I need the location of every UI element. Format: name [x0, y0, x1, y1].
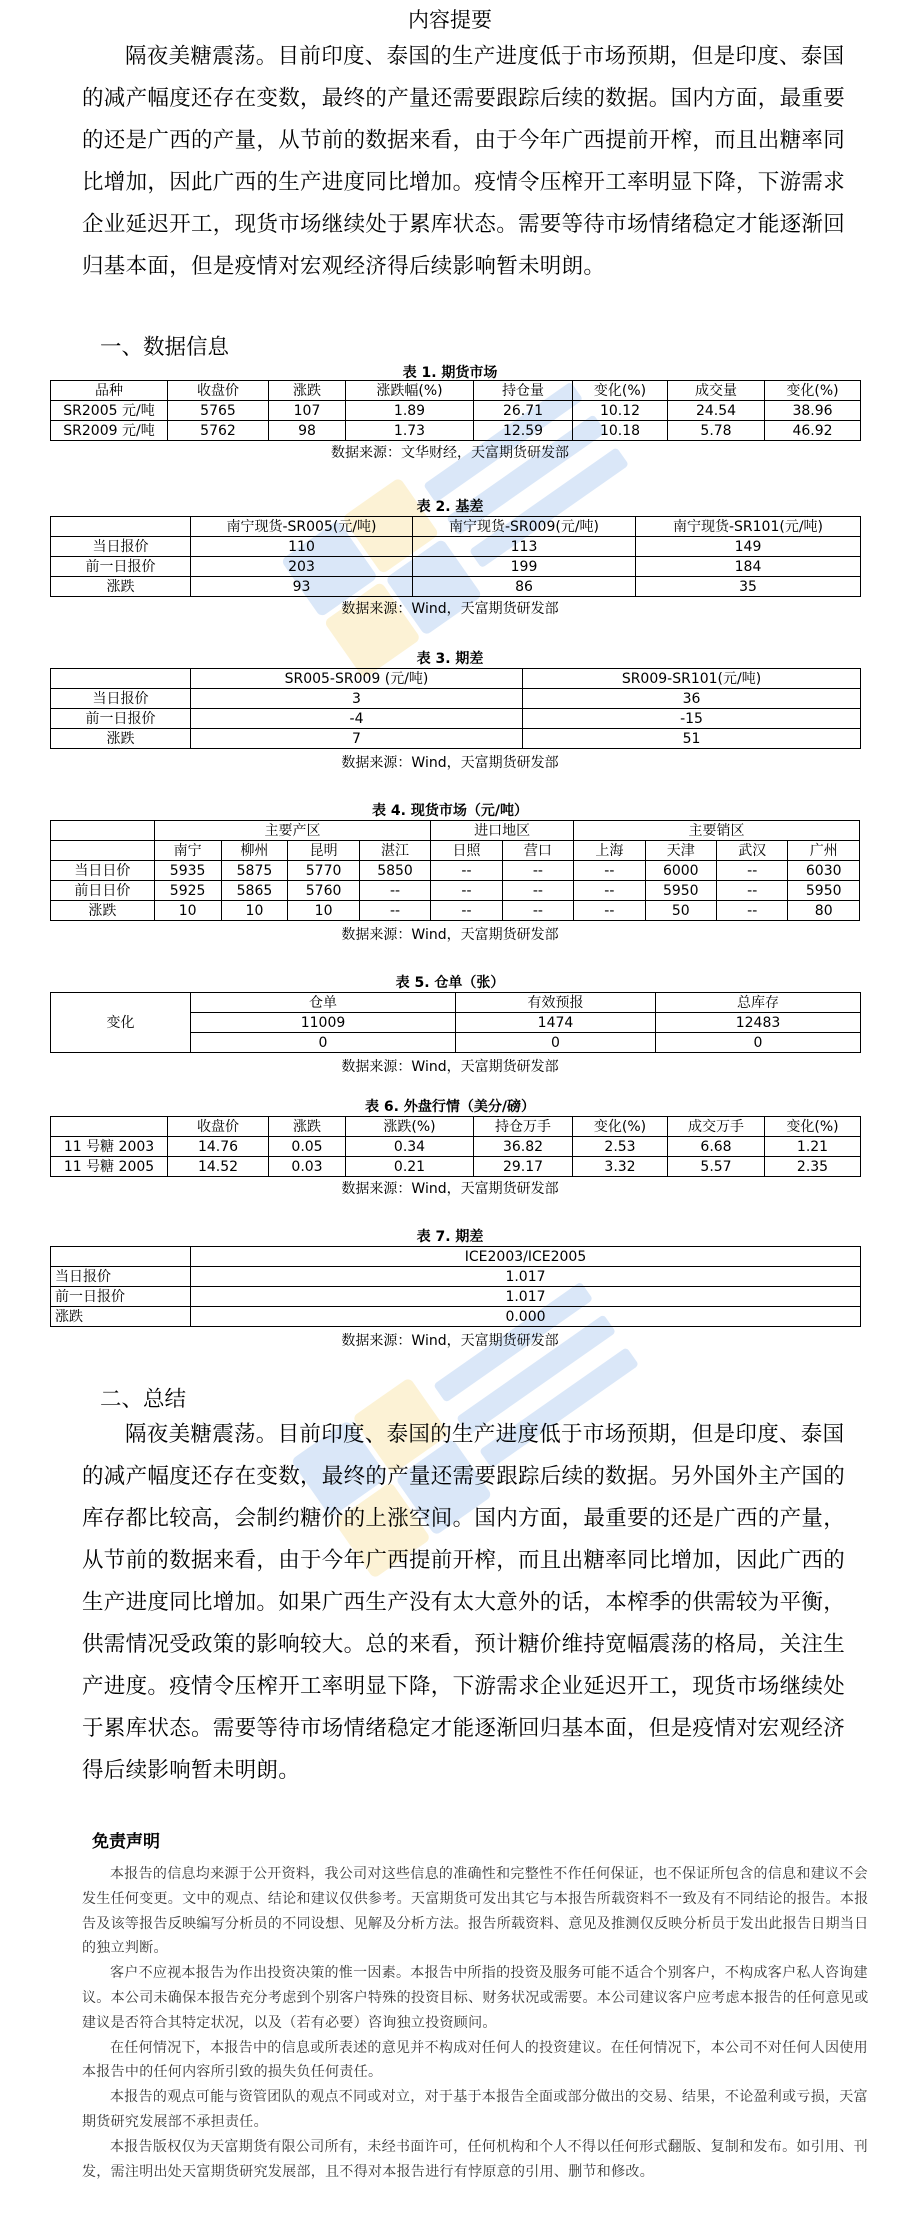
table-cell: 6.68 — [668, 1137, 765, 1157]
table-header-row — [51, 841, 860, 861]
table-cell: 50 — [645, 901, 716, 921]
table-cell: 5850 — [359, 861, 430, 881]
table-cell: 5935 — [154, 861, 221, 881]
table-header: 上海 — [574, 841, 645, 861]
table-header: 收盘价 — [168, 1117, 269, 1137]
table6-caption: 表 6. 外盘行情（美分/磅） — [365, 1099, 535, 1115]
table-cell: 38.96 — [765, 401, 861, 421]
table-cell: 26.71 — [474, 401, 573, 421]
table-cell: 前一日报价 — [51, 709, 191, 729]
table-row — [51, 557, 861, 577]
table-cell: 0.34 — [346, 1137, 474, 1157]
table-cell: -- — [574, 901, 645, 921]
table-header: 持仓万手 — [474, 1117, 573, 1137]
table-header-row — [51, 381, 861, 401]
table-cell: 10 — [154, 901, 221, 921]
table1-caption: 表 1. 期货市场 — [402, 365, 498, 381]
table-header: 有效预报 — [456, 993, 656, 1013]
section-summary-heading: 二、总结 — [100, 1387, 187, 1412]
table-header-row — [51, 821, 860, 841]
table-header: 涨跌(%) — [346, 1117, 474, 1137]
table-cell: 11 号糖 2005 — [51, 1157, 168, 1177]
table-cell: -15 — [523, 709, 861, 729]
table-cell: 1.21 — [765, 1137, 861, 1157]
table-cell: 10 — [288, 901, 359, 921]
table-header: 南宁现货-SR101(元/吨) — [636, 517, 861, 537]
futures-market-table — [50, 380, 861, 441]
warehouse-receipt-table — [50, 992, 861, 1053]
table-cell: 14.76 — [168, 1137, 269, 1157]
table-cell: -- — [359, 901, 430, 921]
table-row — [51, 709, 861, 729]
table-header-row — [51, 517, 861, 537]
table-cell: 5765 — [168, 401, 269, 421]
table-cell: -- — [359, 881, 430, 901]
table-row — [51, 1267, 861, 1287]
table7-caption: 表 7. 期差 — [416, 1229, 484, 1245]
spot-market-table — [50, 820, 860, 921]
conclusion-paragraph: 隔夜美糖震荡。目前印度、泰国的生产进度低于市场预期，但是印度、泰国的减产幅度还存在变数，最终的产量还需要跟踪后续的数据。另外国外主产国的库存都比较高，会制约糖价的上涨空间。国内方面，最重要的还是广西的产量，从节前的数据来看，由于今年广西提前开榨，而且出糖率同比增加，因此广西的生产进度同比增加。如果广西生产没有太大意外的话，本榨季的供需较为平衡，供需情况受政策的影响较大。总的来看，预计糖价维持宽幅震荡的格局，关注生产进度。疫情令压榨开工率明显下降，下游需求企业延迟开工，现货市场继续处于累库状态。需要等待市场情绪稳定才能逐渐回归基本面，但是疫情对宏观经济得后续影响暂未明朗。 — [82, 1422, 846, 1783]
table-cell: -4 — [191, 709, 523, 729]
table-header-row — [51, 669, 861, 689]
table-header: 南宁现货-SR005(元/吨) — [191, 517, 413, 537]
table7-source: 数据来源：Wind，天富期货研发部 — [341, 1333, 559, 1349]
spread-table — [50, 668, 861, 749]
table-cell: 当日报价 — [51, 689, 191, 709]
table-cell: 10.18 — [573, 421, 668, 441]
table-cell: 3 — [191, 689, 523, 709]
table-header: 南宁 — [154, 841, 221, 861]
table-cell: 5865 — [221, 881, 288, 901]
table-cell: 14.52 — [168, 1157, 269, 1177]
table-header: ICE2003/ICE2005 — [191, 1247, 861, 1267]
table-header-row — [51, 1247, 861, 1267]
table-cell: 5925 — [154, 881, 221, 901]
table-cell: 5770 — [288, 861, 359, 881]
table-header-row — [51, 993, 861, 1013]
table-cell: 1.017 — [191, 1267, 861, 1287]
table-cell: -- — [574, 861, 645, 881]
table-header — [51, 1117, 168, 1137]
table-row-label: 变化 — [51, 993, 191, 1053]
table-cell: 11009 — [191, 1013, 456, 1033]
table-cell: -- — [716, 881, 787, 901]
table-header: 天津 — [645, 841, 716, 861]
summary-paragraph: 隔夜美糖震荡。目前印度、泰国的生产进度低于市场预期，但是印度、泰国的减产幅度还存在变数，最终的产量还需要跟踪后续的数据。国内方面，最重要的还是广西的产量，从节前的数据来看，由于今年广西提前开榨，而且出糖率同比增加，因此广西的生产进度同比增加。疫情令压榨开工率明显下降，下游需求企业延迟开工，现货市场继续处于累库状态。需要等待市场情绪稳定才能逐渐回归基本面，但是疫情对宏观经济得后续影响暂未明朗。 — [82, 44, 846, 279]
table1-source: 数据来源：文华财经，天富期货研发部 — [331, 445, 569, 461]
table-row — [51, 1157, 861, 1177]
table-cell: 5.78 — [668, 421, 765, 441]
table-row — [51, 689, 861, 709]
table-cell: 11 号糖 2003 — [51, 1137, 168, 1157]
table-row — [51, 577, 861, 597]
table-cell: 51 — [523, 729, 861, 749]
table-cell: 前日日价 — [51, 881, 155, 901]
disclaimer-paragraph: 在任何情况下，本报告中的信息或所表述的意见并不构成对任何人的投资建议。在任何情况下，本公司不对任何人因使用本报告中的任何内容所引致的损失负任何责任。 — [82, 2039, 868, 2081]
table5-source: 数据来源：Wind，天富期货研发部 — [341, 1059, 559, 1075]
table-cell: 10.12 — [573, 401, 668, 421]
table-cell: 0.21 — [346, 1157, 474, 1177]
table-cell: 24.54 — [668, 401, 765, 421]
table-header: 昆明 — [288, 841, 359, 861]
table-cell: 36 — [523, 689, 861, 709]
table-cell: 当日报价 — [51, 1267, 191, 1287]
table-cell: 80 — [788, 901, 860, 921]
table-header: 收盘价 — [168, 381, 269, 401]
disclaimer-paragraph: 客户不应视本报告为作出投资决策的惟一因素。本报告中所指的投资及服务可能不适合个别客户，不构成客户私人咨询建议。本公司未确保本报告充分考虑到个别客户特殊的投资目标、财务状况或需要。本公司建议客户应考虑本报告的任何意见或建议是否符合其特定状况，以及（若有必要）咨询独立投资顾问。 — [82, 1965, 869, 2031]
page-title: 内容提要 — [408, 8, 492, 32]
table-cell: 0 — [456, 1033, 656, 1053]
table-cell: 涨跌 — [51, 1307, 191, 1327]
table-cell: 0.03 — [269, 1157, 346, 1177]
table-cell: 113 — [413, 537, 636, 557]
table-cell: SR2005 元/吨 — [51, 401, 168, 421]
table-cell: 0.000 — [191, 1307, 861, 1327]
table-cell: 0.05 — [269, 1137, 346, 1157]
table-header — [51, 841, 155, 861]
section-data-heading: 一、数据信息 — [100, 335, 230, 360]
table-cell: 5.57 — [668, 1157, 765, 1177]
table-cell: 184 — [636, 557, 861, 577]
table-header: 涨跌 — [269, 1117, 346, 1137]
table-header: 广州 — [788, 841, 860, 861]
table-cell: 5875 — [221, 861, 288, 881]
table3-source: 数据来源：Wind，天富期货研发部 — [341, 755, 559, 771]
table-header: 日照 — [431, 841, 502, 861]
table-header: 成交量 — [668, 381, 765, 401]
table-header-group: 进口地区 — [431, 821, 574, 841]
table-cell: 29.17 — [474, 1157, 573, 1177]
table-cell: 0 — [656, 1033, 861, 1053]
table-cell: 149 — [636, 537, 861, 557]
table-header-group: 主要销区 — [574, 821, 860, 841]
table-row — [51, 537, 861, 557]
table-cell: -- — [574, 881, 645, 901]
table-cell: 36.82 — [474, 1137, 573, 1157]
table-cell: -- — [431, 881, 502, 901]
table-cell: 35 — [636, 577, 861, 597]
table-cell: -- — [431, 901, 502, 921]
table-cell: 0 — [191, 1033, 456, 1053]
table-cell: 1.89 — [346, 401, 474, 421]
table-header: 湛江 — [359, 841, 430, 861]
table5-caption: 表 5. 仓单（张） — [395, 975, 505, 991]
table-header: 武汉 — [716, 841, 787, 861]
disclaimer-paragraph: 本报告的信息均来源于公开资料，我公司对这些信息的准确性和完整性不作任何保证，也不保证所包含的信息和建议不会发生任何变更。文中的观点、结论和建议仅供参考。天富期货可发出其它与本报告所载资料不一致及有不同结论的报告。本报告及该等报告反映编写分析员的不同设想、见解及分析方法。报告所载资料、意见及推测仅反映分析员于发出此报告日期当日的独立判断。 — [82, 1866, 869, 1957]
table-cell: -- — [502, 901, 573, 921]
table-cell: 10 — [221, 901, 288, 921]
table3-caption: 表 3. 期差 — [416, 651, 484, 667]
table-cell: 7 — [191, 729, 523, 749]
table-header: 涨跌幅(%) — [346, 381, 474, 401]
table-cell: 46.92 — [765, 421, 861, 441]
table-cell: SR2009 元/吨 — [51, 421, 168, 441]
table-header: 变化(%) — [765, 1117, 861, 1137]
table-cell: 2.53 — [573, 1137, 668, 1157]
table-cell: 2.35 — [765, 1157, 861, 1177]
table-header: 变化(%) — [573, 1117, 668, 1137]
table-cell: -- — [502, 881, 573, 901]
overseas-market-table — [50, 1116, 861, 1177]
table-row — [51, 421, 861, 441]
table-cell: 当日报价 — [51, 537, 191, 557]
table-row — [51, 901, 860, 921]
table-header: 营口 — [502, 841, 573, 861]
table-header: 变化(%) — [765, 381, 861, 401]
table-cell: 5760 — [288, 881, 359, 901]
table-cell: 98 — [269, 421, 346, 441]
table-cell: 93 — [191, 577, 413, 597]
table-cell: 12.59 — [474, 421, 573, 441]
table-header: 持仓量 — [474, 381, 573, 401]
table-cell: 12483 — [656, 1013, 861, 1033]
table4-source: 数据来源：Wind，天富期货研发部 — [341, 927, 559, 943]
table-header — [51, 1247, 191, 1267]
table-cell: 当日日价 — [51, 861, 155, 881]
table-header: 涨跌 — [269, 381, 346, 401]
table-row — [51, 861, 860, 881]
basis-table — [50, 516, 861, 597]
table-header: 柳州 — [221, 841, 288, 861]
ice-spread-table — [50, 1246, 861, 1327]
table-header: 仓单 — [191, 993, 456, 1013]
table-cell: 3.32 — [573, 1157, 668, 1177]
table-cell: 203 — [191, 557, 413, 577]
table-cell: 107 — [269, 401, 346, 421]
table-cell: 1.73 — [346, 421, 474, 441]
disclaimer-paragraph: 本报告的观点可能与资管团队的观点不同或对立，对于基于本报告全面或部分做出的交易、结果，不论盈利或亏损，天富期货研究发展部不承担责任。 — [82, 2089, 868, 2130]
table-header-group: 主要产区 — [154, 821, 431, 841]
table-cell: -- — [502, 861, 573, 881]
table-cell: -- — [716, 861, 787, 881]
table-cell: 86 — [413, 577, 636, 597]
table-header: SR009-SR101(元/吨) — [523, 669, 861, 689]
table-header-row — [51, 1117, 861, 1137]
table-header — [51, 821, 155, 841]
table-cell: 6030 — [788, 861, 860, 881]
table2-caption: 表 2. 基差 — [416, 499, 484, 515]
table-cell: 1474 — [456, 1013, 656, 1033]
disclaimer-title: 免责声明 — [92, 1832, 160, 1852]
table-cell: -- — [716, 901, 787, 921]
table-cell: 5950 — [788, 881, 860, 901]
disclaimer-paragraph: 本报告版权仅为天富期货有限公司所有，未经书面许可，任何机构和个人不得以任何形式翻版、复制和发布。如引用、刊发，需注明出处天富期货研究发展部，且不得对本报告进行有悖原意的引用、删节和修改。 — [82, 2138, 868, 2180]
table-cell: -- — [431, 861, 502, 881]
table4-caption: 表 4. 现货市场（元/吨） — [372, 803, 528, 819]
table-row — [51, 881, 860, 901]
table-cell: 110 — [191, 537, 413, 557]
table-cell: 5762 — [168, 421, 269, 441]
disclaimer-body — [82, 1862, 872, 2184]
table-cell: 涨跌 — [51, 729, 191, 749]
table-header: 品种 — [51, 381, 168, 401]
table-cell: 1.017 — [191, 1287, 861, 1307]
table-row — [51, 1307, 861, 1327]
table-header — [51, 669, 191, 689]
table-row — [51, 401, 861, 421]
table-cell: 前一日报价 — [51, 1287, 191, 1307]
table-header — [51, 517, 191, 537]
table6-source: 数据来源：Wind，天富期货研发部 — [341, 1181, 559, 1197]
table-row — [51, 1287, 861, 1307]
table-header: 南宁现货-SR009(元/吨) — [413, 517, 636, 537]
table-header: 变化(%) — [573, 381, 668, 401]
table2-source: 数据来源：Wind，天富期货研发部 — [341, 601, 559, 617]
table-cell: 涨跌 — [51, 577, 191, 597]
table-header: 成交万手 — [668, 1117, 765, 1137]
table-cell: 5950 — [645, 881, 716, 901]
table-row — [51, 729, 861, 749]
table-header: SR005-SR009 (元/吨) — [191, 669, 523, 689]
table-cell: 涨跌 — [51, 901, 155, 921]
table-row — [51, 1137, 861, 1157]
table-header: 总库存 — [656, 993, 861, 1013]
table-cell: 前一日报价 — [51, 557, 191, 577]
table-cell: 199 — [413, 557, 636, 577]
table-cell: 6000 — [645, 861, 716, 881]
